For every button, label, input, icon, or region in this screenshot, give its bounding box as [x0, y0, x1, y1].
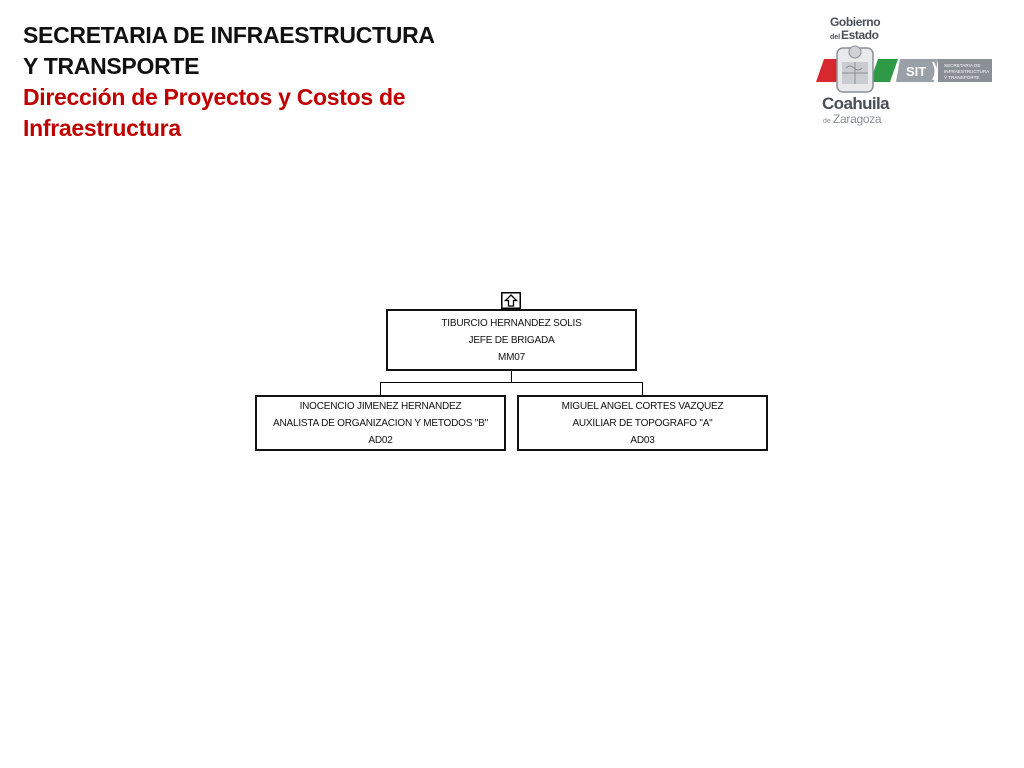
logo-del-text: del	[830, 34, 841, 41]
logo-coahuila-text: Coahuila	[822, 94, 889, 113]
node-position: AUXILIAR DE TOPOGRAFO "A"	[572, 417, 713, 429]
subtitle-line-2: Infraestructura	[23, 115, 181, 141]
logo-sit-line2: INFRAESTRUCTURA	[944, 69, 990, 74]
gobierno-coahuila-logo	[810, 12, 994, 130]
node-position: ANALISTA DE ORGANIZACION Y METODOS "B"	[273, 417, 488, 429]
logo-de-text: de	[823, 118, 831, 125]
shield-icon	[837, 46, 873, 92]
page-title	[23, 20, 435, 144]
org-node-child-1[interactable]	[255, 395, 506, 451]
org-node-child-2[interactable]	[517, 395, 768, 451]
node-position: JEFE DE BRIGADA	[468, 334, 555, 346]
node-name: INOCENCIO JIMENEZ HERNANDEZ	[299, 400, 462, 412]
node-code: AD02	[368, 434, 393, 446]
node-name: MIGUEL ANGEL CORTES VAZQUEZ	[561, 400, 724, 412]
connector-right-down	[642, 382, 643, 396]
node-code: MM07	[498, 351, 525, 363]
org-node-root[interactable]	[386, 309, 637, 371]
node-name: TIBURCIO HERNANDEZ SOLIS	[441, 317, 582, 329]
connector-horizontal	[380, 382, 643, 383]
logo-sit-line3: Y TRANSPORTE	[944, 75, 980, 80]
node-code: AD03	[630, 434, 655, 446]
logo-sit-text: SIT	[906, 64, 927, 79]
title-line-2: Y TRANSPORTE	[23, 53, 200, 79]
logo-gobierno-text: Gobierno	[830, 15, 881, 29]
connector-left-down	[380, 382, 381, 396]
logo-green-band	[870, 59, 898, 82]
logo-estado-text: Estado	[841, 28, 879, 42]
logo-sit-line1: SECRETARIA DE	[944, 63, 981, 68]
title-line-1: SECRETARIA DE INFRAESTRUCTURA	[23, 22, 435, 48]
navigate-up-icon[interactable]	[501, 292, 521, 309]
logo-zaragoza-text: Zaragoza	[833, 112, 882, 126]
subtitle-line-1: Dirección de Proyectos y Costos de	[23, 84, 406, 110]
